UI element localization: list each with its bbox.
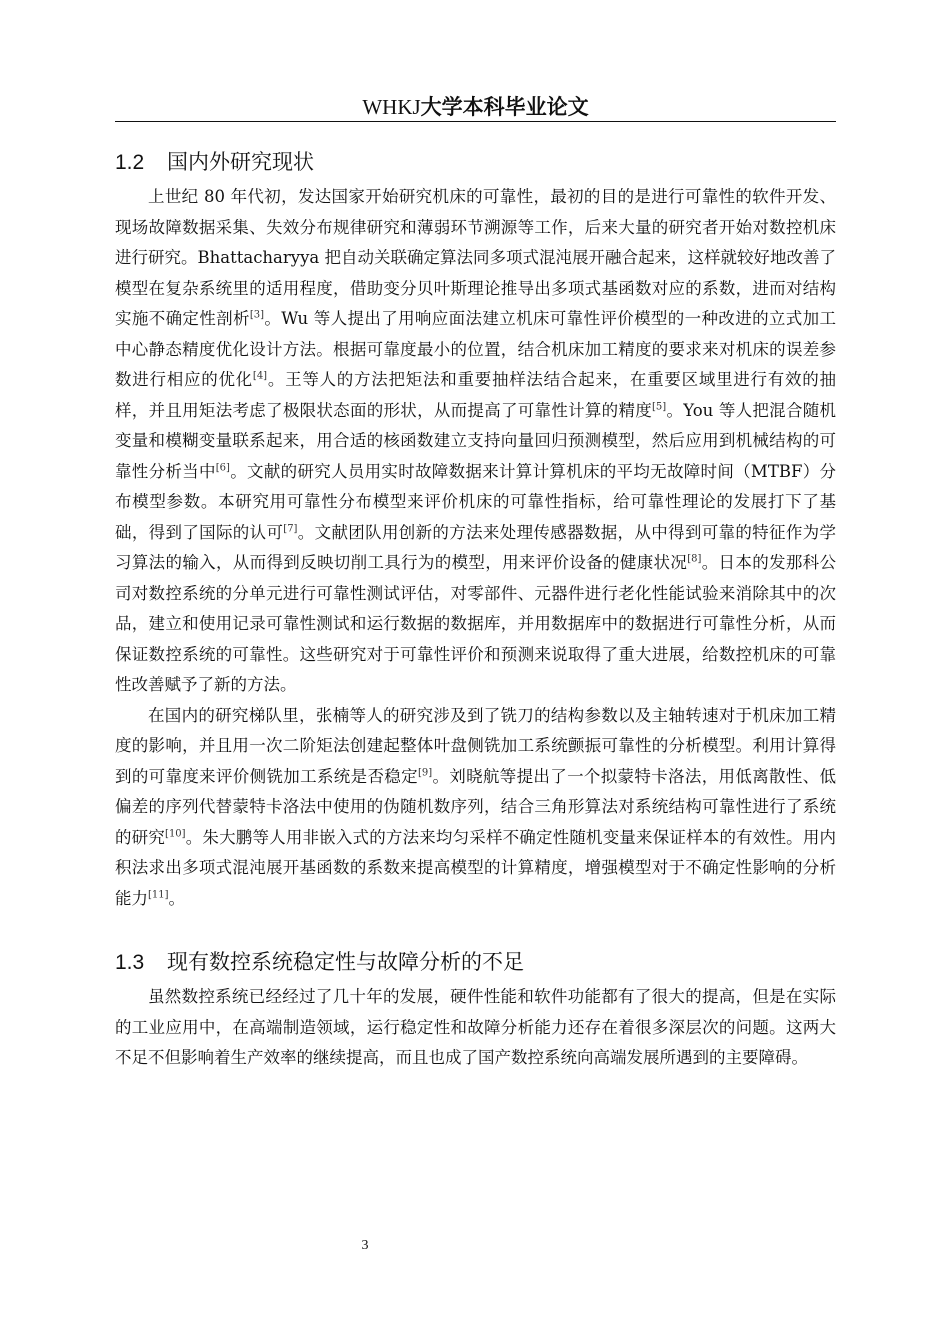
body-paragraph (115, 182, 836, 701)
header-rule (115, 121, 836, 122)
text-run: 。日本的发那科公司对数控系统的分单元进行可靠性测试评估，对零部件、元器件进行老化性能试验来消除其中的次品，建立和使用记录可靠性测试和运行数据的数据库，并用数据库中的数据进行可靠性分析，从而保证数控系统的可靠性。这些研究对于可靠性评价和预测来说取得了重大进展，给数控机床的可靠性改善赋予了新的方法。 (115, 553, 837, 694)
page-number: 3 (361, 1238, 369, 1253)
citation-ref: [4] (252, 370, 268, 382)
text-run: 。刘晓航等提出了一个拟蒙特卡洛法，用低离散性、低偏差的序列代替蒙特卡洛法中使用的伪随机数序列，结合三角形算法对系统结构可靠性进行了系统的研究 (115, 766, 837, 847)
running-header (115, 92, 836, 122)
citation-ref: [5] (652, 401, 667, 412)
body-paragraph (115, 701, 836, 915)
body-paragraph (115, 982, 836, 1074)
text-run: 。You 等人把混合随机变量和模糊变量联系起来，用合适的核函数建立支持向量回归预测模型，然后应用到机械结构的可靠性分析当中 (115, 400, 837, 481)
section-number: 1.3 (115, 951, 145, 974)
text-run: 。Wu 等人提出了用响应面法建立机床可靠性评价模型的一种改进的立式加工中心静态精度优化设计方法。根据可靠度最小的位置，结合机床加工精度的要求来对机床的误差参数进行相应的优化 (115, 309, 837, 389)
section-title: 现有数控系统稳定性与故障分析的不足 (167, 950, 524, 974)
section-title: 国内外研究现状 (167, 150, 314, 174)
header-title: 大学本科毕业论文 (420, 95, 589, 119)
text-run: 。文献的研究人员用实时故障数据来计算计算机床的平均无故障时间（MTBF）分布模型参数。本研究用可靠性分布模型来评价机床的可靠性指标，给可靠性理论的发展打下了基础，得到了国际的认可 (115, 461, 836, 542)
citation-ref: [3] (249, 309, 265, 321)
text-run: 。朱大鹏等人用非嵌入式的方法来均匀采样不确定性随机变量来保证样本的有效性。用内积法求出多项式混沌展开基函数的系数来提高模型的计算精度，增强模型对于不确定性影响的分析能力 (115, 827, 837, 908)
citation-ref: [7] (283, 523, 298, 534)
text-run: 在国内的研究梯队里，张楠等人的研究涉及到了铣刀的结构参数以及主轴转速对于机床加工精度的影响，并且用一次二阶矩法创建起整体叶盘侧铣加工系统颤振可靠性的分析模型。利用计算得到的可靠度来评价侧铣加工系统是否稳定 (115, 705, 836, 786)
citation-ref: [11] (148, 889, 169, 900)
section-gap (115, 914, 836, 942)
text-run: 上世纪 80 年代初，发达国家开始研究机床的可靠性，最初的目的是进行可靠性的软件开发、现场故障数据采集、失效分布规律研究和薄弱环节溯源等工作，后来大量的研究者开始对数控机床进行研究。Bhattacharyya 把自动关联确定算法同多项式混沌展开融合起来，这样就较好地改善了模型在复杂系统里的适用程度，借助变分贝叶斯理论推导出多项式基函数对应的系数，进而对结构实施不确定性剖析 (115, 187, 837, 328)
section-heading (115, 942, 836, 982)
section-1-3 (115, 942, 836, 1074)
text-run: 。 (168, 888, 186, 908)
citation-ref: [10] (165, 828, 186, 839)
citation-ref: [9] (417, 767, 433, 778)
text-run: 。文献团队用创新的方法来处理传感器数据，从中得到可靠的特征作为学习算法的输入，从而得到反映切削工具行为的模型，用来评价设备的健康状况 (115, 522, 837, 572)
text-run: 虽然数控系统已经经过了几十年的发展，硬件性能和软件功能都有了很大的提高，但是在实际的工业应用中，在高端制造领域，运行稳定性和故障分析能力还存在着很多深层次的问题。这两大不足不但影响着生产效率的继续提高，而且也成了国产数控系统向高端发展所遇到的主要障碍。 (115, 987, 836, 1067)
section-number: 1.2 (115, 151, 145, 174)
page-body (115, 142, 836, 1074)
section-1-2 (115, 142, 836, 914)
citation-ref: [6] (215, 462, 230, 473)
section-heading (115, 142, 836, 182)
header-latin: WHKJ (362, 95, 421, 119)
text-run: 。王等人的方法把矩法和重要抽样法结合起来，在重要区域里进行有效的抽样，并且用矩法考虑了极限状态面的形状，从而提高了可靠性计算的精度 (115, 370, 837, 420)
citation-ref: [8] (687, 553, 702, 565)
